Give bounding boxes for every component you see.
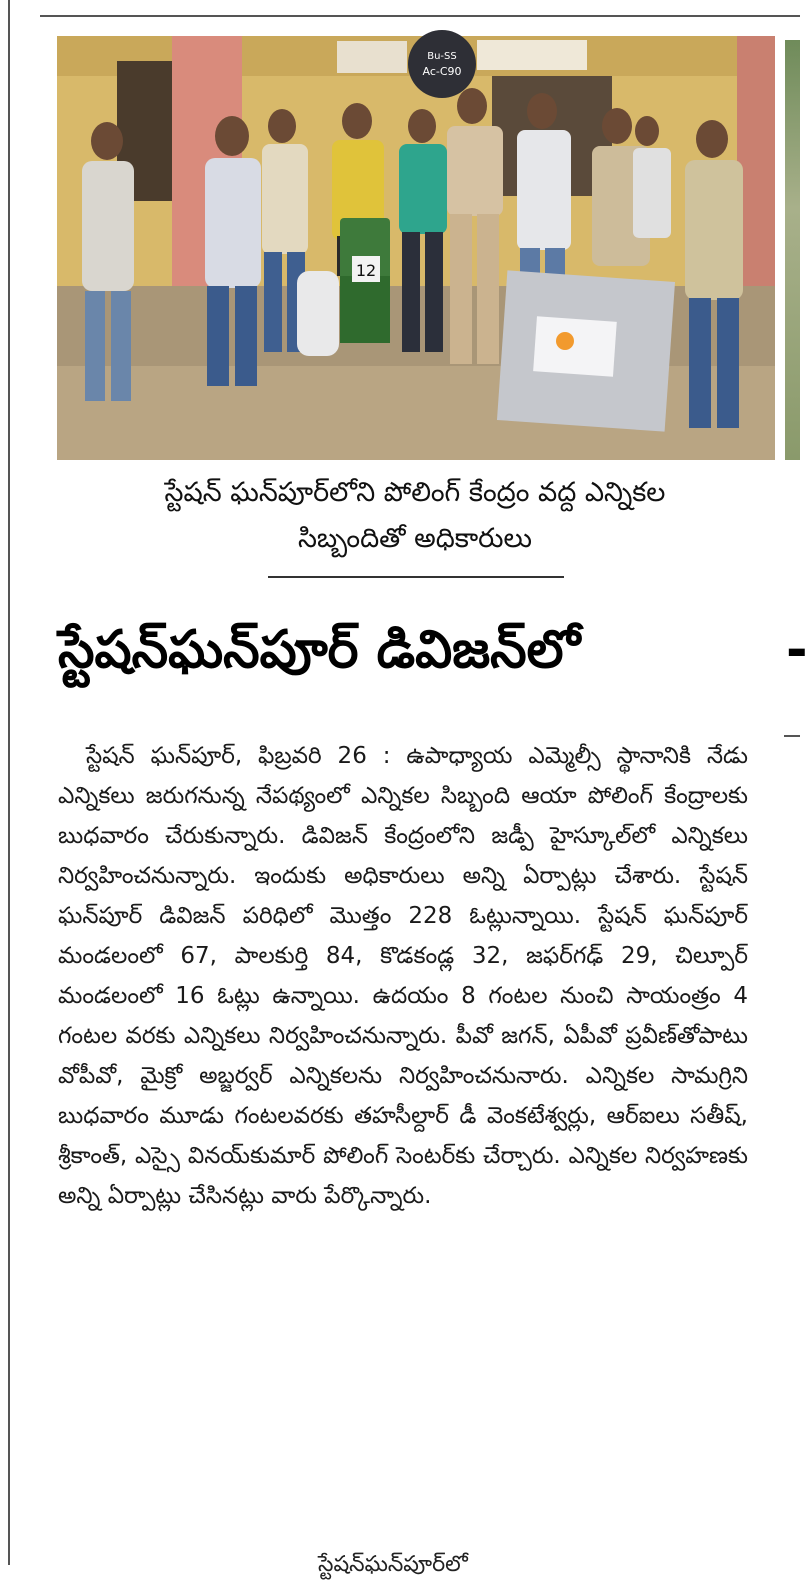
article-body (58, 736, 748, 1216)
caption-line-2: సిబ్బందితో అధికారులు (297, 523, 533, 554)
adjacent-headline-edge: - (786, 620, 808, 680)
column-divider-left (8, 0, 10, 1565)
caption-line-1: స్టేషన్ ఘన్‌పూర్‌లోని పోలింగ్ కేంద్రం వద్ద ఎన్నికల (164, 477, 666, 508)
ballot-box-number: 12 (355, 261, 377, 280)
adjacent-photo-edge (785, 40, 800, 460)
caption-underline (268, 576, 564, 578)
headline: స్టేషన్‌ఘన్‌పూర్ డివిజన్‌లో (58, 620, 581, 680)
photo-caption (55, 470, 775, 562)
article-paragraph: స్టేషన్ ఘన్‌పూర్, ఫిబ్రవరి 26 : ఉపాధ్యాయ ఎమ్మెల్సీ స్థానానికి నేడు ఎన్నికలు జరుగనున్న నేపథ్యంలో ఎన్నికల సిబ్బంది ఆయా పోలింగ్ కేంద్రాలకు బుధవారం చేరుకున్నారు. డివిజన్ కేంద్రంలోని జడ్పీ హైస్కూల్‌లో ఎన్నికలు నిర్వహించనున్నారు. ఇందుకు అధికారులు అన్ని ఏర్పాట్లు చేశారు. స్టేషన్ ఘన్‌పూర్ డివిజన్ పరిధిలో మొత్తం 228 ఓట్లున్నాయి. స్టేషన్ ఘన్‌పూర్ మండలంలో 67, పాలకుర్తి 84, కొడకండ్ల 32, జఫర్‌గఢ్ 29, చిల్పూర్ మండలంలో 16 ఓట్లు ఉన్నాయి. ఉదయం 8 గంటల నుంచి సాయంత్రం 4 గంటల వరకు ఎన్నికలు నిర్వహించనున్నారు. పీవో జగన్, ఏపీవో ప్రవీణ్‌తోపాటు వోపీవో, మైక్రో అబ్జర్వర్ ఎన్నికలను నిర్వహించనునారు. ఎన్నికల సామగ్రిని బుధవారం మూడు గంటలవరకు తహసీల్దార్ డీ వెంకటేశ్వర్లు, ఆర్ఐలు సతీష్, శ్రీకాంత్, ఎస్సై వినయ్‌కుమార్ పోలింగ్ సెంటర్‌కు చేర్చారు. ఎన్నికల నిర్వహణకు అన్ని ఏర్పాట్లు చేసినట్లు వారు పేర్కొన్నారు. (58, 743, 748, 1209)
adjacent-column-edge (784, 740, 800, 1560)
ballot-tag-text-2: Ac-C90 (422, 65, 462, 78)
top-divider (40, 15, 800, 17)
continued-subheading: స్టేషన్‌ఘన్‌పూర్‌లో (318, 1552, 468, 1577)
ballot-tag-text-1: Bu-SS (427, 51, 457, 62)
news-photo (57, 36, 775, 460)
